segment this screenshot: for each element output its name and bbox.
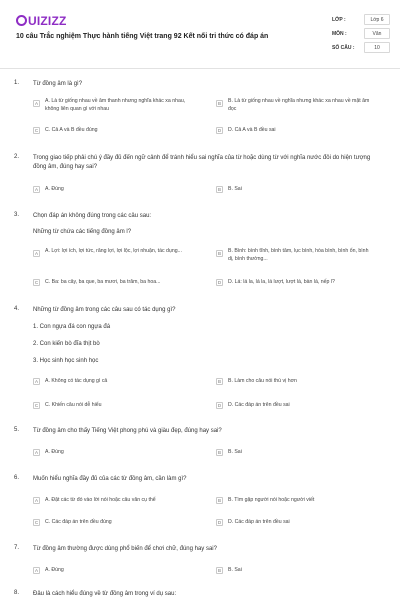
meta-label: SỐ CÂU : — [332, 45, 355, 51]
option-text: C. Cả A và B đều đúng — [45, 127, 98, 133]
question-text: Chọn đáp án không đúng trong các câu sau: — [33, 213, 152, 219]
option-text: B. Là từ giống nhau về nghĩa nhưng khác xa nhau về mặt âm đọc — [228, 98, 370, 112]
meta-label: MÔN : — [332, 31, 347, 37]
question-number: 6. — [14, 475, 20, 481]
option-text: B. Sai — [228, 449, 242, 455]
option-text: C. Khiến câu nói dễ hiểu — [45, 402, 102, 408]
option-letter-box: C — [34, 280, 39, 285]
quizizz-logo — [16, 14, 67, 28]
meta-value-count: 10 — [364, 42, 390, 53]
option-text: A. Lợi: lợi ích, lợi tức, răng lợi, lợi lộc, lợi nhuận, tác dụng... — [45, 248, 182, 254]
option-letter-box: A — [34, 379, 38, 384]
question-text: Đâu là cách hiểu đúng về từ đồng âm trong ví dụ sau: — [33, 591, 177, 597]
meta-value-class: Lớp 6 — [364, 14, 390, 25]
question-text: Những từ đồng âm trong các câu sau có tác dụng gì? — [33, 307, 176, 313]
option-text: A. Đặt các từ đó vào lời nói hoặc câu văn cụ thể — [45, 497, 156, 503]
meta-row-count — [332, 41, 390, 55]
question-text: Muốn hiểu nghĩa đầy đủ của các từ đồng âm, cần làm gì? — [33, 476, 187, 482]
option-letter-box: C — [34, 128, 39, 133]
option-letter-box: A — [34, 498, 38, 503]
option-text: B. Tìm gặp người nói hoặc người viết — [228, 497, 315, 503]
option-letter-box: B — [217, 251, 221, 256]
option-letter-box: B — [217, 568, 221, 573]
option-text: A. Là từ giống nhau về âm thanh nhưng nghĩa khác xa nhau, không liên quan gì với nhau — [45, 98, 186, 112]
option-letter-box: B — [217, 379, 221, 384]
option-text: C. Các đáp án trên đều đúng — [45, 519, 112, 525]
question-number: 5. — [14, 427, 20, 433]
meta-label: LỚP : — [332, 17, 346, 23]
worksheet-title: 10 câu Trắc nghiệm Thực hành tiếng Việt trang 92 Kết nối tri thức có đáp án — [16, 33, 269, 40]
option-text: D. Các đáp án trên đều sai — [228, 519, 290, 525]
header-divider — [0, 68, 400, 69]
option-text: D. Cả A và B đều sai — [228, 127, 276, 133]
question-text: Trong giao tiếp phải chú ý đầy đủ đến ngữ cảnh để tránh hiểu sai nghĩa của từ hoặc dùng từ với nghĩa nước đôi do hiện tượng đồng âm, đúng hay sai? — [33, 155, 371, 170]
logo-q-icon — [16, 15, 27, 26]
question-number: 4. — [14, 306, 20, 312]
option-letter-box: B — [217, 450, 221, 455]
option-letter-box: C — [34, 403, 39, 408]
question-subline: 2. Con kiến bò đĩa thịt bò — [33, 341, 100, 347]
question-subline: 1. Con ngựa đá con ngựa đá — [33, 324, 111, 330]
question-text: Từ đồng âm thường được dùng phổ biến để chơi chữ, đúng hay sai? — [33, 546, 217, 552]
meta-row-class — [332, 13, 390, 27]
question-text: Từ đồng âm là gì? — [33, 81, 83, 87]
logo-text: UIZIZZ — [28, 14, 67, 28]
option-letter-box: D — [217, 128, 222, 133]
meta-value-subject: Văn — [364, 28, 390, 39]
option-text: A. Đúng — [45, 186, 64, 192]
option-text: A. Đúng — [45, 567, 64, 573]
option-letter-box: A — [34, 251, 38, 256]
option-text: C. Ba: ba cây, ba que, ba mươi, ba trăm, ba hoa... — [45, 279, 161, 285]
question-number: 7. — [14, 545, 20, 551]
question-text: Từ đồng âm cho thấy Tiếng Việt phong phú và giàu đẹp, đúng hay sai? — [33, 428, 222, 434]
question-number: 8. — [14, 590, 20, 596]
option-text: B. Sai — [228, 186, 242, 192]
option-letter-box: B — [217, 101, 221, 106]
option-text: B. Bình: bình tĩnh, bình tâm, lục bình, hòa bình, bình ổn, bình dị, bình thường... — [228, 248, 369, 262]
option-letter-box: C — [34, 520, 39, 525]
option-letter-box: D — [217, 520, 222, 525]
option-text: D. Lá: lá la, lá la, lá lượt, lượt lá, bàn lá, nếp l? — [228, 279, 335, 285]
worksheet-meta — [332, 13, 390, 55]
option-letter-box: A — [34, 101, 38, 106]
option-text: A. Đúng — [45, 449, 64, 455]
option-text: D. Các đáp án trên đều sai — [228, 402, 290, 408]
question-subline: Những từ chứa các tiếng đồng âm l? — [33, 229, 132, 235]
option-text: A. Không có tác dụng gì cả — [45, 378, 108, 384]
question-number: 2. — [14, 154, 20, 160]
option-letter-box: B — [217, 498, 221, 503]
question-subline: 3. Học sinh học sinh học — [33, 358, 99, 364]
option-letter-box: D — [217, 403, 222, 408]
option-letter-box: B — [217, 187, 221, 192]
option-text: B. Sai — [228, 567, 242, 573]
option-letter-box: D — [217, 280, 222, 285]
option-text: B. Làm cho câu nói thú vị hơn — [228, 378, 297, 384]
worksheet-header — [0, 0, 400, 68]
option-letter-box: A — [34, 450, 38, 455]
option-letter-box: A — [34, 568, 38, 573]
meta-row-subject — [332, 27, 390, 41]
question-number: 3. — [14, 212, 20, 218]
question-number: 1. — [14, 80, 20, 86]
option-letter-box: A — [34, 187, 38, 192]
